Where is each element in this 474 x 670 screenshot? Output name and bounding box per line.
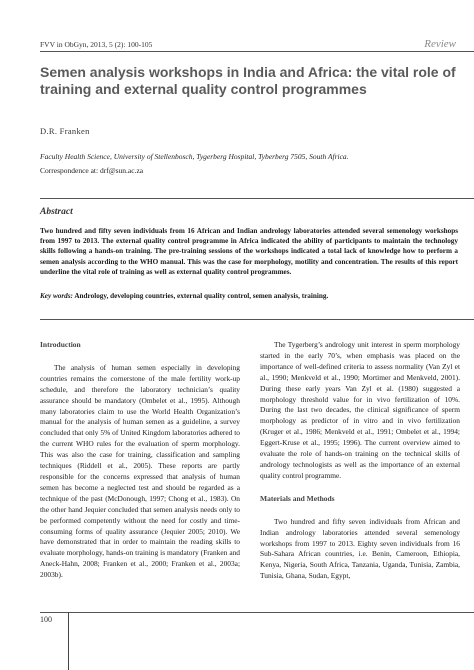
abstract-heading: Abstract — [40, 207, 73, 217]
footer-divider — [40, 612, 474, 613]
abstract-text: Two hundred and fifty seven individuals from 16 African and Indian andrology laboratories attended several semenology workshops from 1997 to 2013. The external quality control programme in Africa indicated the ability of participants to maintain the technology skills following a hands-on training. The pre-training sessions of the workshops indicated a total lack of knowledge how to perform a semen analysis according to the WHO manual. This was the case for morphology, motility and concentration. The results of this report underline the vital role of training as well as external quality control programmes. — [40, 227, 458, 276]
abstract-divider — [40, 198, 474, 199]
introduction-heading: Introduction — [40, 340, 81, 349]
keywords-list: Andrology, developing countries, external quality control, semen analysis, training. — [74, 292, 329, 300]
page-number: 100 — [40, 615, 52, 624]
right-column — [260, 340, 460, 582]
article-title: Semen analysis workshops in India and Africa: the vital role of training and external quality control programmes — [40, 64, 456, 97]
author-name: D.R. Franken — [40, 126, 90, 136]
methods-heading: Materials and Methods — [260, 493, 335, 503]
author-affiliation: Faculty Health Science, University of Stellenbosch, Tygerberg Hospital, Tyberberg 7505, South Africa. — [40, 152, 349, 161]
keywords — [40, 292, 458, 300]
footer-margin-line — [68, 612, 69, 670]
section-label: Review — [424, 38, 456, 50]
correspondence — [40, 166, 143, 175]
header-divider — [40, 51, 474, 52]
correspondence-email[interactable]: drf@sun.ac.za — [99, 166, 144, 175]
journal-citation: FVV in ObGyn, 2013, 5 (2): 100-105 — [40, 40, 153, 49]
body-divider — [40, 319, 474, 320]
correspondence-label: Correspondence at: — [40, 166, 99, 175]
methods-paragraph: Two hundred and fifty seven individuals from African and Indian andrology laboratories attended several semenology workshops from 1997 to 2013. Eighty seven individuals from 16 Sub-Sahara African countries, i.e. Benin, Cameroon, Ethiopia, Kenya, Nigeria, South Africa, Tanzania, Uganda, Tunisia, Zambia, Tunisia, Ghana, Sudan, Egypt, — [260, 516, 460, 581]
left-column — [40, 340, 240, 581]
background-paragraph: The Tygerberg’s andrology unit interest in sperm morphology started in the early 70’s, when emphasis was placed on the importance of well-defined criteria to assess normality (Van Zyl et al., 1990; Menkveld et al., 1990; Mortimer and Menkveld, 2001). During these early years Van Zyl et al. (1980) suggested a morphology threshold value for in vivo fertilization of 10%. During the last two decades, the clinical significance of sperm morphology as predictor of in vitro and in vivo fertilization (Kruger et al., 1986; Menkveld et al., 1991; Ombelet et al., 1994; Eggert-Kruse et al., 1995; 1996). The current overview aimed to evaluate the role of hands-on training on the technical skills of andrology technologists as well as the importance of an external quality control programme. — [260, 340, 460, 480]
introduction-paragraph: The analysis of human semen especially in developing countries remains the cornerstone of the male fertility work-up schedule, and therefore the laboratory technician’s quality assurance should be mandatory (Ombelet et al., 1995). Although many laboratories claim to use the World Health Organization’s manual for the analysis of human semen as a guideline, a survey concluded that only 5% of United Kingdom laboratories adhered to the current WHO rules for the evaluation of sperm morphology. This was also the case for training, classification and sampling techniques (Riddell et al., 2005). These reports are partly responsible for the concerns expressed that analysis of human semen has become a neglected test and should be regarded as a technique of the past (McDonough, 1997; Chong et al., 1983). On the other hand Jequier concluded that semen analysis needs only to be performed competently without the need for costly and time-consuming forms of quality assurance (Jequier 2005; 2010). We have demonstrated that in order to maintain the reading skills to evaluate morphology, hands-on training is mandatory (Franken and Aneck-Hahn, 2008; Franken et al., 2000; Franken et al., 2003a; 2003b). — [40, 362, 240, 580]
keywords-label: Key words: — [40, 292, 73, 300]
